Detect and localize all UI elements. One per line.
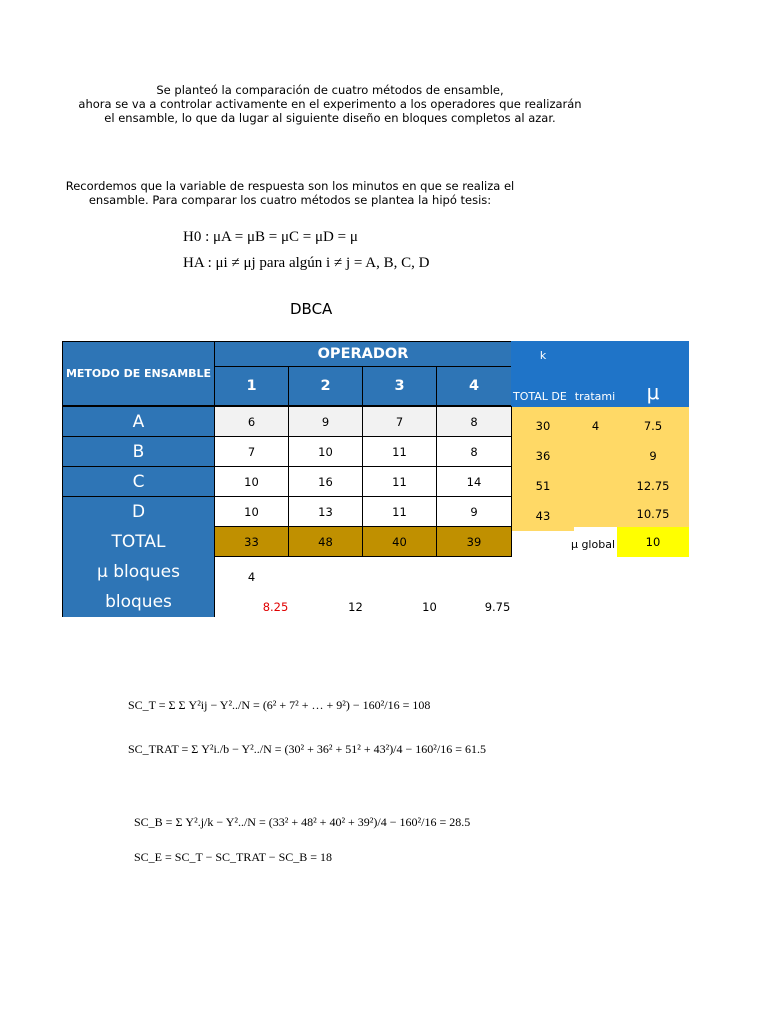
operator-2-header: 2	[288, 366, 363, 406]
cell-d-2: 13	[288, 496, 363, 527]
cell-d-3: 11	[362, 496, 437, 527]
method-a-label: A	[62, 406, 215, 437]
method-b-label: B	[62, 436, 215, 467]
mu-d: 10.75	[617, 501, 689, 527]
header-tratamientos: tratami	[573, 386, 617, 406]
operator-4-header: 4	[436, 366, 512, 406]
cell-b-2: 10	[288, 436, 363, 467]
header-mu: μ	[617, 378, 689, 406]
alt-hypothesis	[183, 255, 429, 272]
total-c: 51	[512, 471, 574, 501]
method-d-label: D	[62, 496, 215, 527]
total-b: 36	[512, 441, 574, 471]
equation-sc-error	[134, 850, 332, 865]
total-label: TOTAL	[62, 526, 215, 557]
cell-c-3: 11	[362, 466, 437, 497]
mu-a: 7.5	[617, 411, 689, 441]
null-hypothesis-text: H0 : μA = μB = μC = μD = μ	[183, 229, 358, 245]
header-total: TOTAL DE	[511, 386, 573, 406]
total-op-4: 39	[436, 526, 512, 557]
bloque-mean-3: 10	[422, 599, 437, 614]
cell-a-4: 8	[436, 406, 512, 437]
equation-sc-total	[128, 698, 430, 713]
cell-d-1: 10	[214, 496, 289, 527]
cell-b-4: 8	[436, 436, 512, 467]
intro-paragraph	[40, 83, 620, 125]
total-d: 43	[512, 501, 574, 531]
recall-line-1: Recordemos que la variable de respuesta son los minutos en que se realiza el	[65, 179, 515, 193]
header-method: METODO DE ENSAMBLE	[62, 341, 215, 406]
total-op-1: 33	[214, 526, 289, 557]
cell-b-3: 11	[362, 436, 437, 467]
cell-d-4: 9	[436, 496, 512, 527]
alt-hypothesis-text: HA : μi ≠ μj para algún i ≠ j = A, B, C, D	[183, 255, 430, 271]
intro-line-1: Se planteó la comparación de cuatro métodos de ensamble,	[156, 83, 504, 97]
bloques-label: bloques	[62, 586, 215, 617]
operator-3-header: 3	[362, 366, 437, 406]
bloque-mean-4: 9.75	[484, 599, 511, 614]
design-title: DBCA	[290, 300, 333, 318]
mu-bloques-count: 4	[247, 569, 256, 584]
header-k: k	[530, 346, 556, 364]
intro-line-2: ahora se va a controlar activamente en el experimento a los operadores que realizarán	[78, 97, 582, 111]
cell-a-2: 9	[288, 406, 363, 437]
total-a: 30	[512, 411, 574, 441]
cell-a-1: 6	[214, 406, 289, 437]
total-op-2: 48	[288, 526, 363, 557]
equation-sc-trat-text: SC_TRAT = Σ Y²i./b − Y²../N = (30² + 36² + 51² + 43²)/4 − 160²/16 = 61.5	[128, 742, 486, 756]
equation-sc-total-text: SC_T = Σ Σ Y²ij − Y²../N = (6² + 7² + … + 9²) − 160²/16 = 108	[128, 698, 431, 712]
equation-sc-trat	[128, 742, 486, 757]
mu-b: 9	[617, 441, 689, 471]
recall-line-2: ensamble. Para comparar los cuatro métodos se plantea la hipó tesis:	[88, 193, 492, 207]
mu-global-value: 10	[617, 527, 689, 557]
cell-c-1: 10	[214, 466, 289, 497]
mu-bloques-label: µ bloques	[62, 556, 215, 587]
recall-paragraph	[30, 179, 550, 207]
total-op-3: 40	[362, 526, 437, 557]
operator-1-header: 1	[214, 366, 289, 406]
cell-a-3: 7	[362, 406, 437, 437]
mu-global-label: µ global	[570, 537, 615, 551]
equation-sc-error-text: SC_E = SC_T − SC_TRAT − SC_B = 18	[134, 850, 333, 864]
header-operator: OPERADOR	[214, 341, 512, 367]
mu-c: 12.75	[617, 471, 689, 501]
bloque-mean-1: 8.25	[262, 599, 289, 614]
trat-count: 4	[574, 411, 617, 441]
cell-b-1: 7	[214, 436, 289, 467]
cell-c-4: 14	[436, 466, 512, 497]
equation-sc-bloques-text: SC_B = Σ Y².j/k − Y²../N = (33² + 48² + 40² + 39²)/4 − 160²/16 = 28.5	[134, 815, 471, 829]
null-hypothesis	[183, 229, 358, 246]
cell-c-2: 16	[288, 466, 363, 497]
bloque-mean-2: 12	[348, 599, 363, 614]
method-c-label: C	[62, 466, 215, 497]
equation-sc-bloques	[134, 815, 470, 830]
intro-line-3: el ensamble, lo que da lugar al siguiente diseño en bloques completos al azar.	[104, 111, 556, 125]
